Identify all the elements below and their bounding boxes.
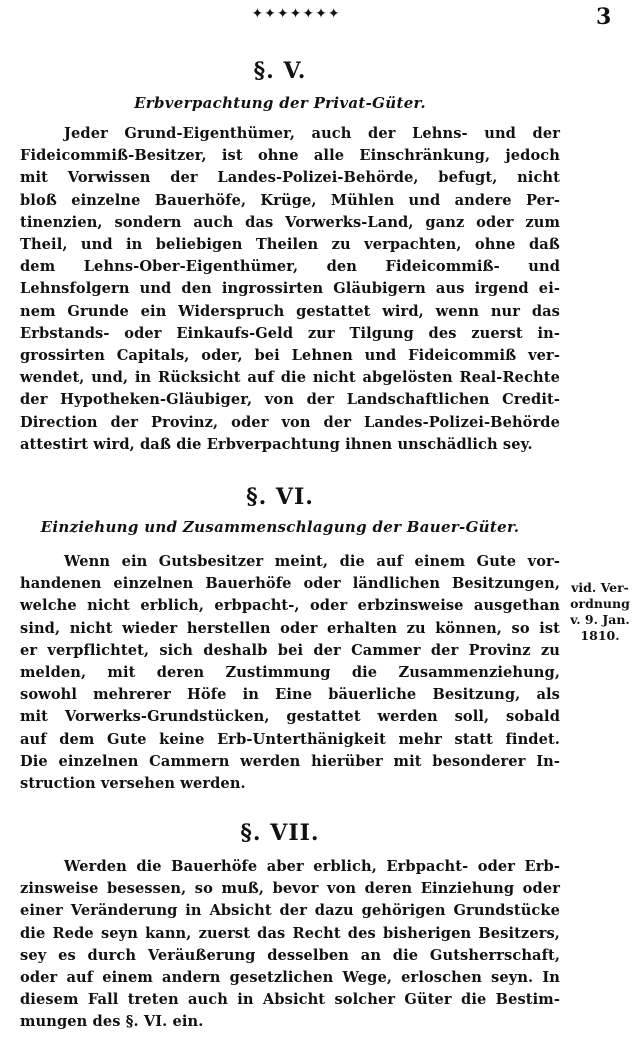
text-line: dem Lehns-Ober-Eigenthümer, den Fideicommiß- und: [20, 258, 560, 276]
text-line: die Rede seyn kann, zuerst das Recht des bisherigen Besitzers,: [20, 924, 560, 942]
text-line: Direction der Provinz, oder von der Landes-Polizei-Behörde: [20, 413, 560, 431]
header-ornament: ✦✦✦✦✦✦✦: [251, 6, 341, 22]
text-line: Wenn ein Gutsbesitzer meint, die auf einem Gute vor-: [64, 553, 560, 570]
text-line: mungen des §. VI. ein.: [20, 1013, 204, 1031]
text-line: Lehnsfolgern und den ingrossirten Gläubigern aus irgend ei-: [20, 280, 560, 298]
section-vi-body: [20, 551, 560, 795]
text-line: oder auf einem andern gesetzlichen Wege, erloschen seyn. In: [20, 969, 560, 987]
margin-note-line: 1810.: [580, 628, 620, 643]
text-line: Jeder Grund-Eigenthümer, auch der Lehns- und der: [64, 125, 560, 142]
text-line: auf dem Gute keine Erb-Unterthänigkeit mehr statt findet.: [20, 730, 560, 748]
section-vi-heading: §. VI.: [246, 484, 314, 510]
text-line: Fideicommiß-Besitzer, ist ohne alle Einschränkung, jedoch: [20, 147, 560, 165]
text-line: wendet, und, in Rücksicht auf die nicht abgelösten Real-Rechte: [20, 369, 560, 387]
margin-note-line: ordnung: [570, 596, 630, 611]
text-line: mit Vorwerks-Grundstücken, gestattet werden soll, sobald: [20, 708, 560, 726]
section-vii-heading: §. VII.: [240, 820, 320, 846]
text-line: sey es durch Veräußerung desselben an die Gutsherrschaft,: [20, 946, 560, 964]
text-line: mit Vorwissen der Landes-Polizei-Behörde, befugt, nicht: [20, 169, 560, 187]
text-line: Erbstands- oder Einkaufs-Geld zur Tilgung des zuerst in-: [20, 324, 560, 342]
text-line: er verpflichtet, sich deshalb bei der Cammer der Provinz zu: [20, 641, 560, 659]
text-line: Theil, und in beliebigen Theilen zu verpachten, ohne daß: [20, 236, 560, 254]
text-line: struction versehen werden.: [20, 775, 246, 793]
text-line: nem Grunde ein Widerspruch gestattet wird, wenn nur das: [20, 302, 560, 320]
text-line: attestirt wird, daß die Erbverpachtung ihnen unschädlich sey.: [20, 435, 533, 453]
section-vi-title: Einziehung und Zusammenschlagung der Bauer-Güter.: [40, 518, 520, 536]
margin-note: [568, 580, 632, 644]
text-line: grossirten Capitals, oder, bei Lehnen und Fideicommiß ver-: [20, 347, 560, 365]
text-line: der Hypotheken-Gläubiger, von der Landschaftlichen Credit-: [20, 391, 560, 409]
section-vii-body: [20, 856, 560, 1034]
text-line: einer Veränderung in Absicht der dazu gehörigen Grundstücke: [20, 902, 560, 920]
text-line: handenen einzelnen Bauerhöfe oder ländlichen Besitzungen,: [20, 575, 560, 593]
text-line: Die einzelnen Cammern werden hierüber mit besonderer In-: [20, 752, 560, 770]
text-line: diesem Fall treten auch in Absicht solcher Güter die Bestim-: [20, 991, 560, 1009]
page-number: 3: [596, 4, 612, 30]
text-line: welche nicht erblich, erbpacht-, oder erbzinsweise ausgethan: [20, 597, 560, 615]
section-v-title: Erbverpachtung der Privat-Güter.: [134, 94, 426, 112]
section-v-body: [20, 123, 560, 456]
text-line: sowohl mehrerer Höfe in Eine bäuerliche Besitzung, als: [20, 686, 560, 704]
margin-note-line: vid. Ver-: [571, 580, 629, 595]
margin-note-line: v. 9. Jan.: [570, 612, 630, 627]
text-line: sind, nicht wieder herstellen oder erhalten zu können, so ist: [20, 619, 560, 637]
text-line: melden, mit deren Zustimmung die Zusammenziehung,: [20, 664, 560, 682]
text-line: zinsweise besessen, so muß, bevor von deren Einziehung oder: [20, 880, 560, 898]
text-line: tinenzien, sondern auch das Vorwerks-Land, ganz oder zum: [20, 213, 560, 231]
section-v-heading: §. V.: [253, 58, 307, 84]
text-line: bloß einzelne Bauerhöfe, Krüge, Mühlen und andere Per-: [20, 191, 560, 209]
text-line: Werden die Bauerhöfe aber erblich, Erbpacht- oder Erb-: [64, 858, 560, 875]
